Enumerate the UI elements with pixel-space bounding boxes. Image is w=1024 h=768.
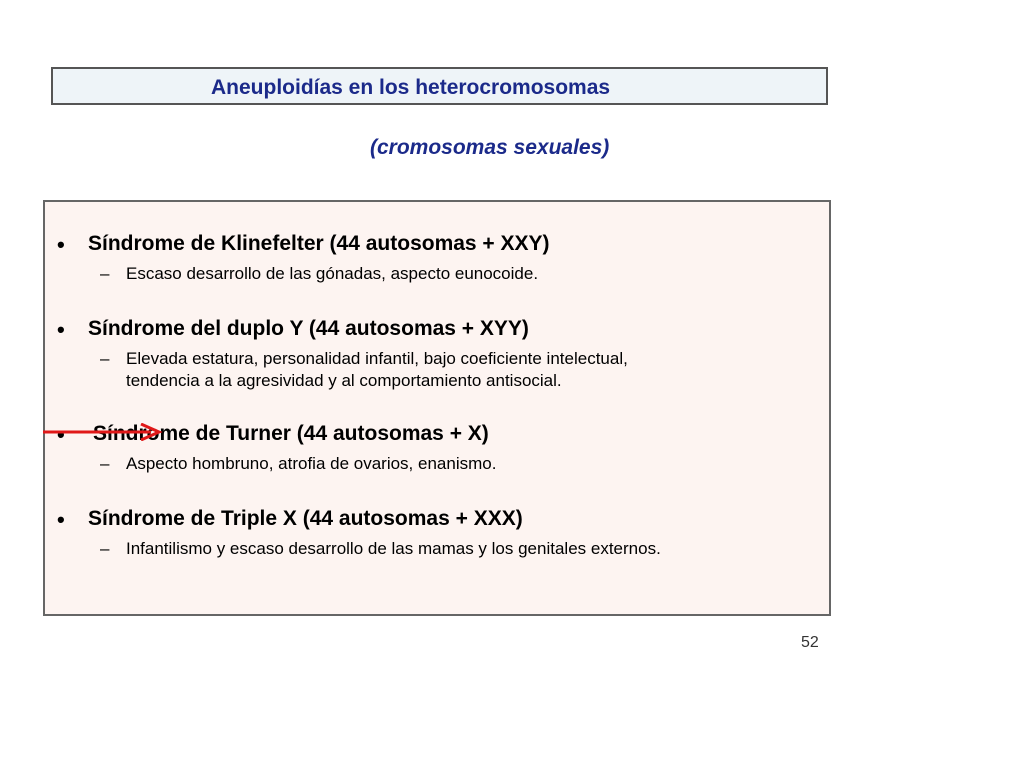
item-detail: Escaso desarrollo de las gónadas, aspecto eunocoide. <box>126 264 539 283</box>
slide-subtitle: (cromosomas sexuales) <box>370 136 610 159</box>
item-detail: tendencia a la agresividad y al comportamiento antisocial. <box>126 371 562 390</box>
bullet: • <box>57 317 65 342</box>
bullet: • <box>57 232 65 257</box>
item-heading: Síndrome del duplo Y (44 autosomas + XYY) <box>88 317 529 340</box>
item-heading: Síndrome de Triple X (44 autosomas + XXX) <box>88 507 523 530</box>
dash: – <box>100 454 110 473</box>
dash: – <box>100 264 110 283</box>
bullet: • <box>57 507 65 532</box>
bullet: • <box>57 422 65 447</box>
slide-title: Aneuploidías en los heterocromosomas <box>211 76 611 99</box>
title-box <box>51 67 828 105</box>
item-detail: Aspecto hombruno, atrofia de ovarios, enanismo. <box>126 454 497 473</box>
page-number: 52 <box>801 634 819 651</box>
dash: – <box>100 349 110 368</box>
item-heading: Síndrome de Turner (44 autosomas + X) <box>93 422 489 445</box>
dash: – <box>100 539 110 558</box>
content-box <box>43 200 831 616</box>
red-arrow-icon <box>43 423 168 441</box>
item-heading: Síndrome de Klinefelter (44 autosomas + XXY) <box>88 232 550 255</box>
item-detail: Infantilismo y escaso desarrollo de las mamas y los genitales externos. <box>126 539 661 558</box>
item-detail: Elevada estatura, personalidad infantil, bajo coeficiente intelectual, <box>126 349 628 368</box>
